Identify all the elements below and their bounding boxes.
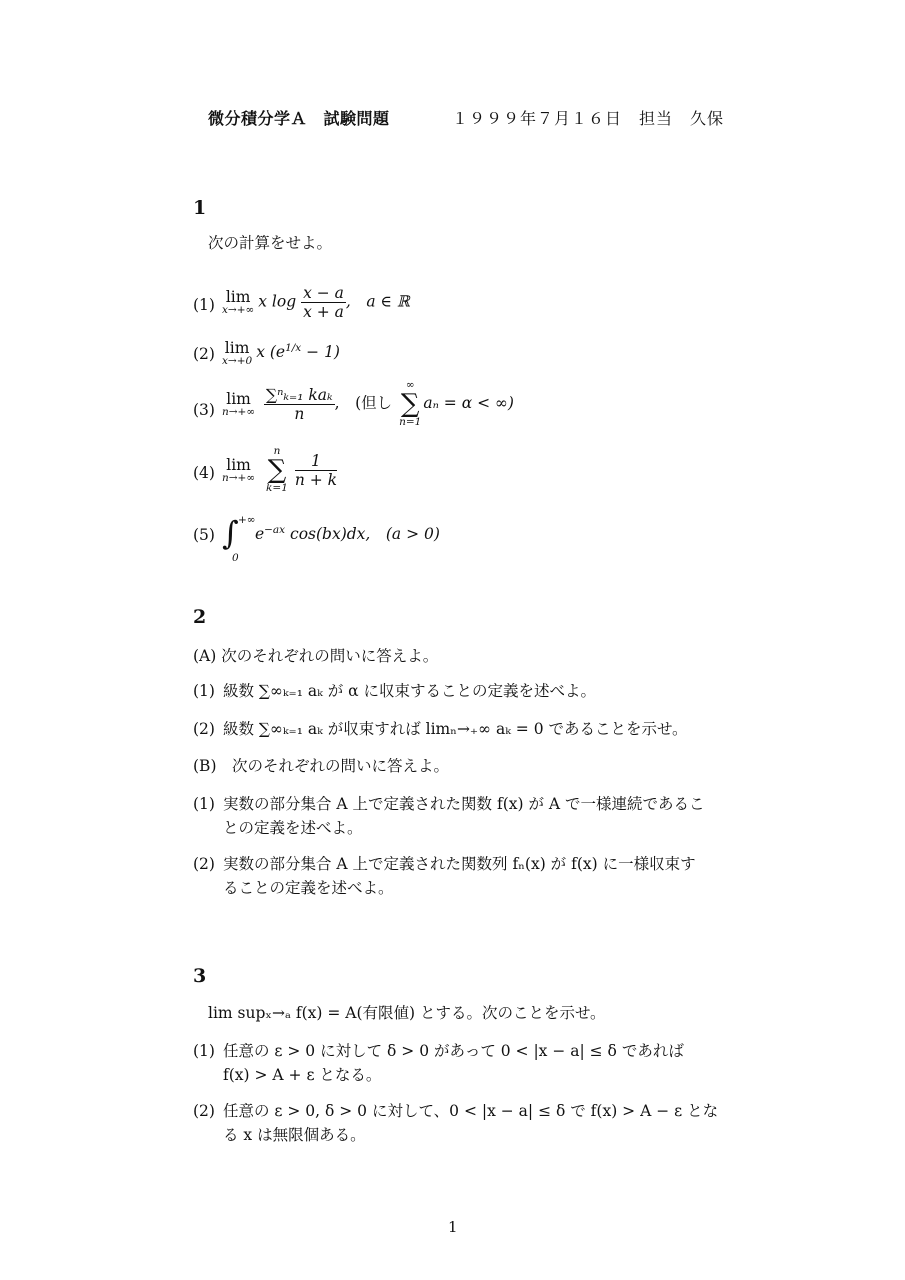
problem-3-1-line2: f(x) > A + ε となる。 [223, 1066, 382, 1084]
exam-date-teacher: １９９９年７月１６日 担当 久保 [452, 109, 725, 128]
problem-1-2-expr: lim x→+0 x $(e^{1/x} - 1)$ [222, 338, 340, 367]
section-3-number: 3 [193, 965, 207, 987]
problem-1-5-expr: ∫ +∞ 0 $e^{-ax}$ cos(bx)dx, (a > 0) [222, 514, 440, 564]
problem-2a-1-label: (1) [193, 682, 215, 700]
problem-1-3-label: (3) [193, 401, 215, 419]
problem-2b-2-line2: ることの定義を述べよ。 [223, 879, 394, 897]
problem-3-2-label: (2) [193, 1102, 215, 1120]
problem-2a-2-text: 級数 ∑∞ₖ₌₁ aₖ が収束すれば limₙ→₊∞ aₖ = 0 であることを示せ。 [223, 720, 688, 738]
problem-2a-1-text: 級数 ∑∞ₖ₌₁ aₖ が α に収束することの定義を述べよ。 [223, 682, 597, 700]
problem-1-4-expr: lim n→+∞ n ∑ k=1 $\frac{1}{n + k}$ [222, 445, 338, 494]
problem-3-1-line1: 任意の ε > 0 に対して δ > 0 があって 0 < |x − a| ≤ δ であれば [223, 1042, 684, 1060]
section-2-number: 2 [193, 606, 207, 628]
problem-1-2-label: (2) [193, 345, 215, 363]
exam-title: 微分積分学Ａ 試験問題 [208, 109, 390, 128]
problem-2b-2-label: (2) [193, 855, 215, 873]
problem-2b-1-label: (1) [193, 795, 215, 813]
problem-2b-2-line1: 実数の部分集合 A 上で定義された関数列 fₙ(x) が f(x) に一様収束す [223, 855, 696, 873]
section-1-number: 1 [193, 197, 207, 219]
problem-1-3-expr: lim n→+∞ $\frac{\text{∑ⁿₖ₌₁ kaₖ}}{n}$ , (但し ∞ ∑ n=1 aₙ = α < ∞) [222, 379, 514, 428]
problem-2a-2-label: (2) [193, 720, 215, 738]
problem-2b-1-line1: 実数の部分集合 A 上で定義された関数 f(x) が A で一様連続であるこ [223, 795, 705, 813]
problem-3-2-line1: 任意の ε > 0, δ > 0 に対して、0 < |x − a| ≤ δ で f(x) > A − ε とな [223, 1102, 719, 1120]
problem-1-1-label: (1) [193, 296, 215, 314]
problem-1-5-label: (5) [193, 526, 215, 544]
problem-1-4-label: (4) [193, 464, 215, 482]
section-2-part-b: (B) 次のそれぞれの問いに答えよ。 [193, 757, 449, 775]
section-1-instruction: 次の計算をせよ。 [208, 234, 333, 252]
problem-2b-1-line2: との定義を述べよ。 [223, 819, 363, 837]
page-number: 1 [448, 1218, 458, 1236]
problem-1-1-expr: lim x→+∞ x log $\frac{x - a}{x + a}$ , a ∈ ℝ [222, 284, 410, 321]
section-3-intro: lim supₓ→ₐ f(x) = A(有限値) とする。次のことを示せ。 [208, 1004, 606, 1022]
problem-3-1-label: (1) [193, 1042, 215, 1060]
problem-3-2-line2: る x は無限個ある。 [223, 1126, 366, 1144]
section-2-part-a: (A) 次のそれぞれの問いに答えよ。 [193, 647, 439, 665]
